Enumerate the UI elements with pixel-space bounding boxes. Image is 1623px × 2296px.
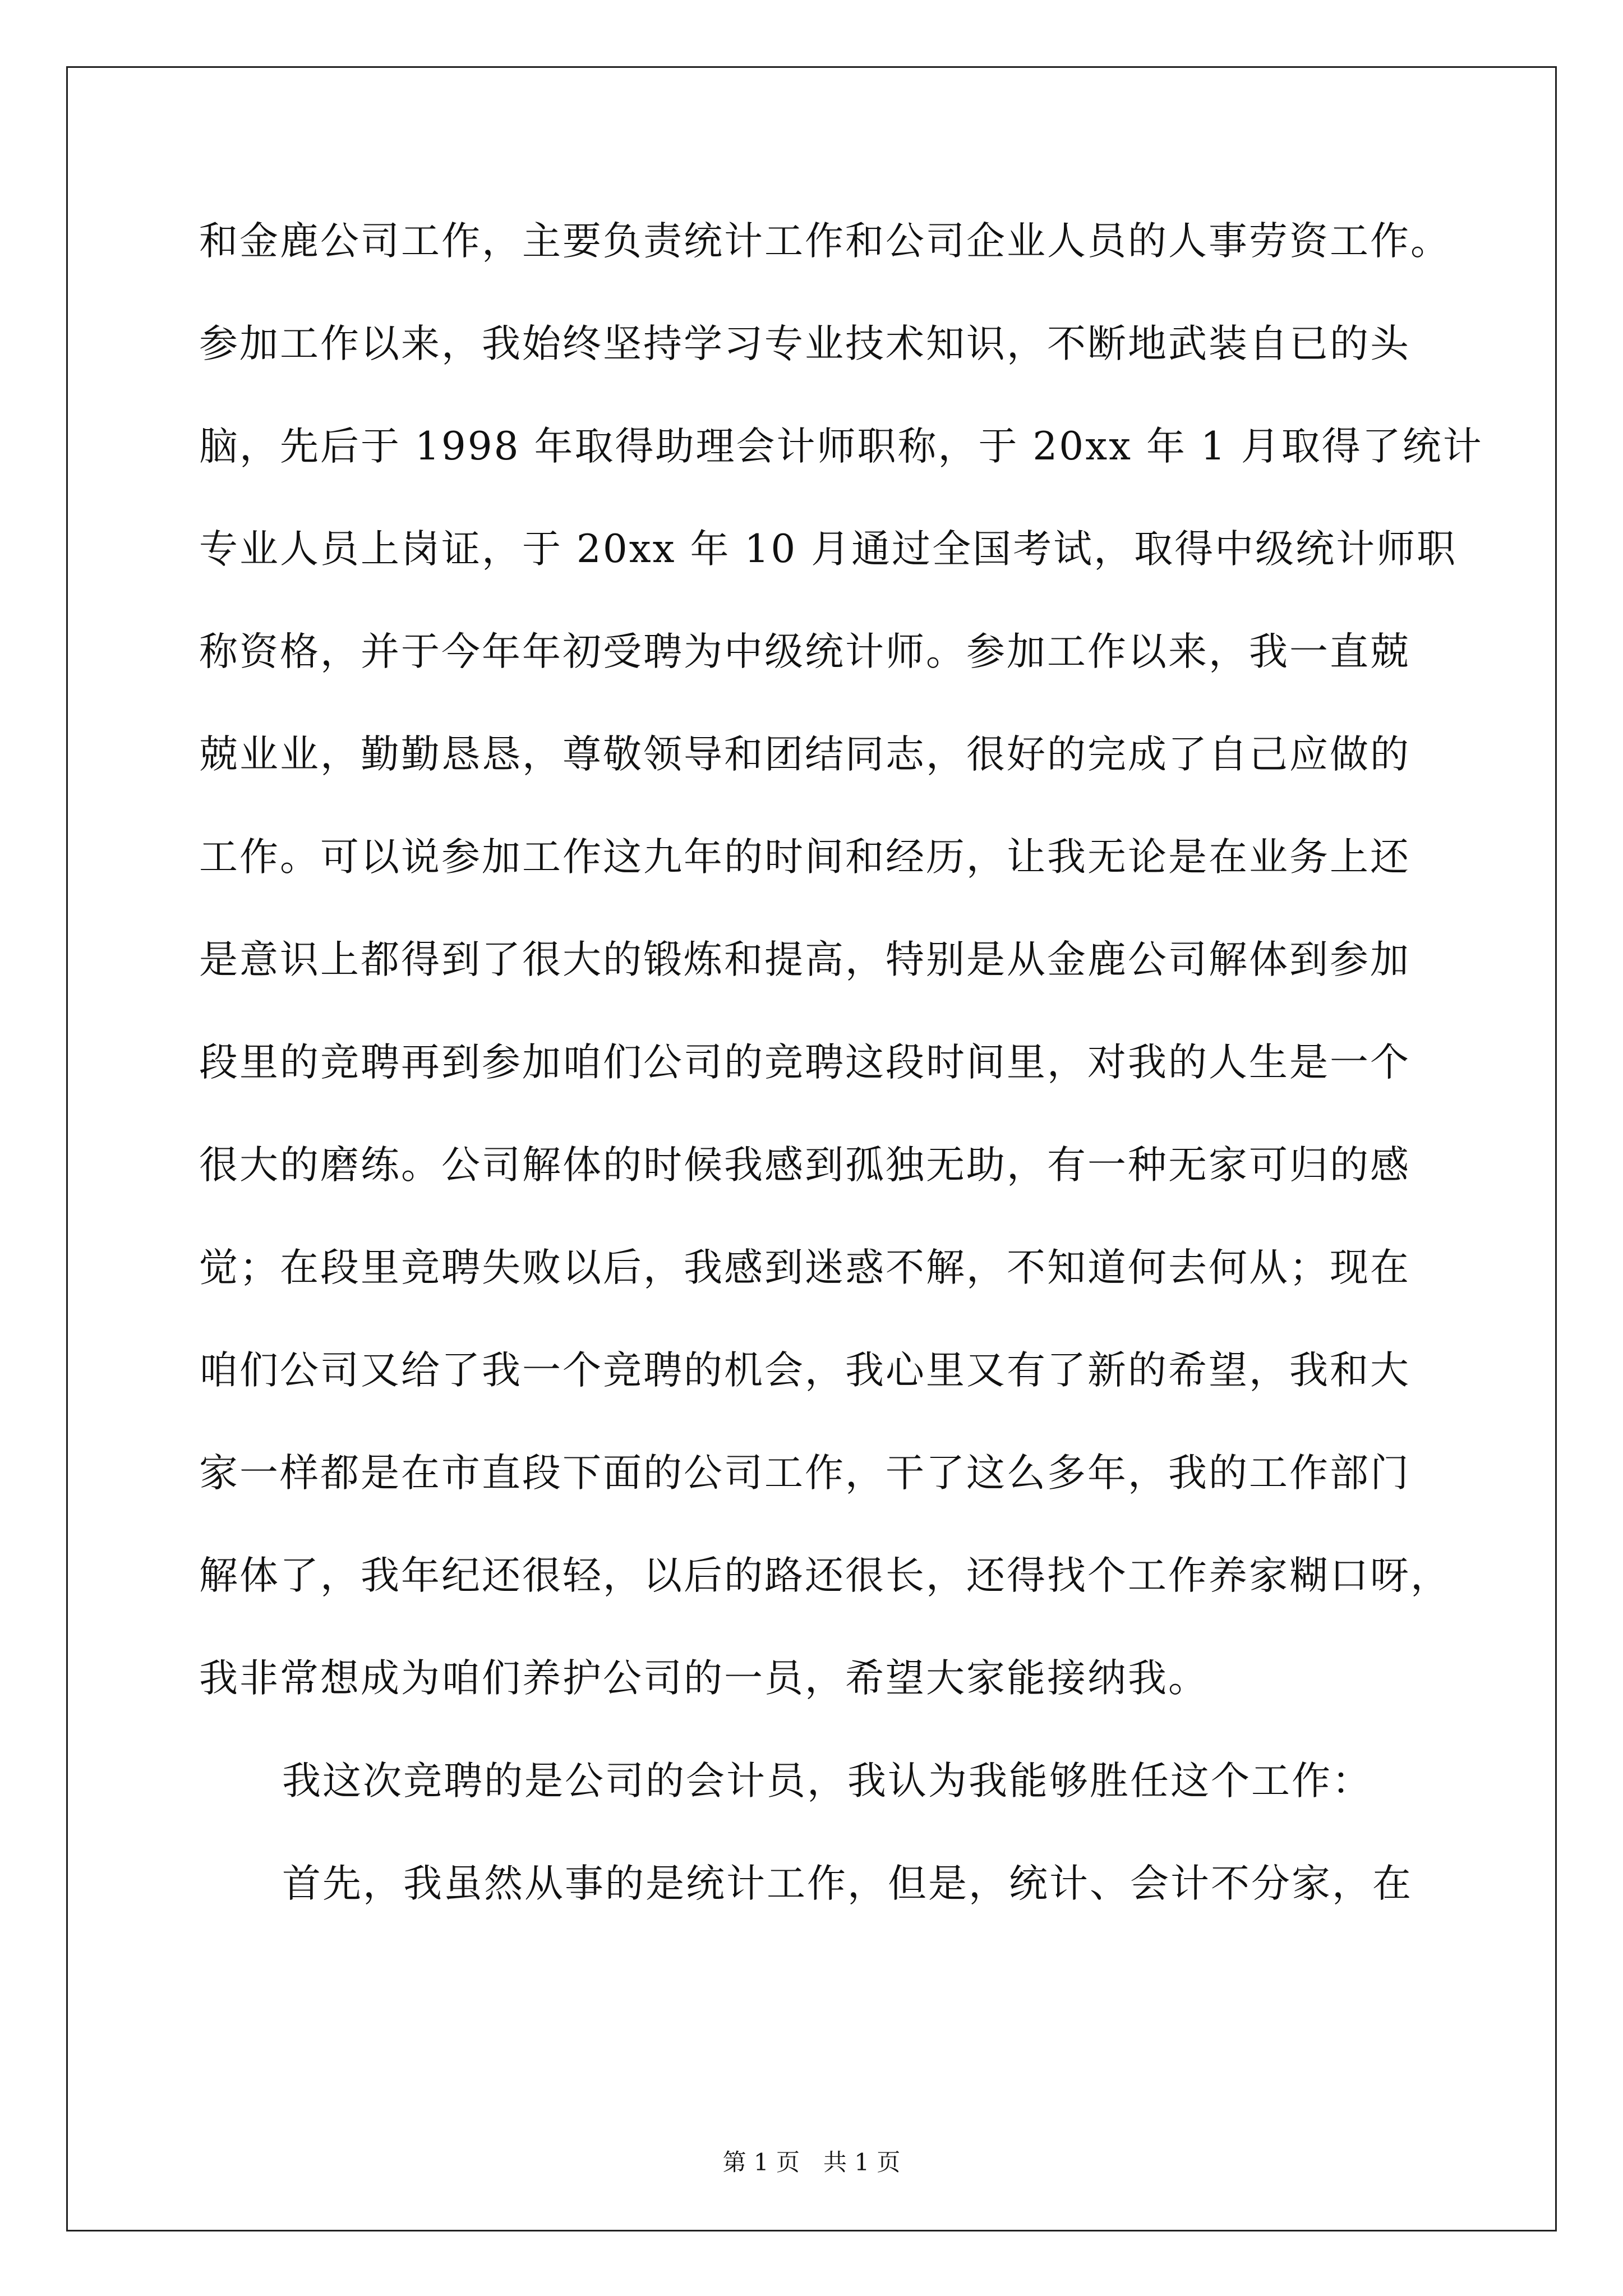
text-line: 和金鹿公司工作，主要负责统计工作和公司企业人员的人事劳资工作。 <box>199 219 1451 264</box>
text-line-indented: 我这次竞聘的是公司的会计员，我认为我能够胜任这个工作： <box>282 1759 1372 1803</box>
text-line: 觉；在段里竞聘失败以后，我感到迷惑不解，不知道何去何从；现在 <box>199 1245 1410 1290</box>
page-footer: 第 1 页 共 1 页 <box>722 2148 901 2176</box>
text-line: 咱们公司又给了我一个竞聘的机会，我心里又有了新的希望，我和大 <box>199 1348 1410 1393</box>
text-line: 工作。可以说参加工作这九年的时间和经历，让我无论是在业务上还 <box>199 835 1410 880</box>
text-line: 脑，先后于 1998 年取得助理会计师职称，于 20xx 年 1 月取得了统计 <box>199 424 1483 469</box>
text-line: 我非常想成为咱们养护公司的一员，希望大家能接纳我。 <box>199 1656 1209 1701</box>
text-line: 专业人员上岗证，于 20xx 年 10 月通过全国考试，取得中级统计师职 <box>199 527 1458 572</box>
text-line: 家一样都是在市直段下面的公司工作，干了这么多年，我的工作部门 <box>199 1451 1410 1496</box>
text-line-indented: 首先，我虽然从事的是统计工作，但是，统计、会计不分家，在 <box>282 1861 1413 1906</box>
text-line: 段里的竞聘再到参加咱们公司的竞聘这段时间里，对我的人生是一个 <box>199 1040 1410 1085</box>
text-line: 兢业业，勤勤恳恳，尊敬领导和团结同志，很好的完成了自己应做的 <box>199 732 1410 777</box>
text-line: 称资格，并于今年年初受聘为中级统计师。参加工作以来，我一直兢 <box>199 629 1410 674</box>
text-line: 参加工作以来，我始终坚持学习专业技术知识，不断地武装自已的头 <box>199 321 1410 366</box>
text-line: 很大的磨练。公司解体的时候我感到孤独无助，有一种无家可归的感 <box>199 1143 1410 1188</box>
text-line: 解体了，我年纪还很轻，以后的路还很长，还得找个工作养家糊口呀， <box>199 1553 1451 1598</box>
text-line: 是意识上都得到了很大的锻炼和提高，特别是从金鹿公司解体到参加 <box>199 937 1410 982</box>
